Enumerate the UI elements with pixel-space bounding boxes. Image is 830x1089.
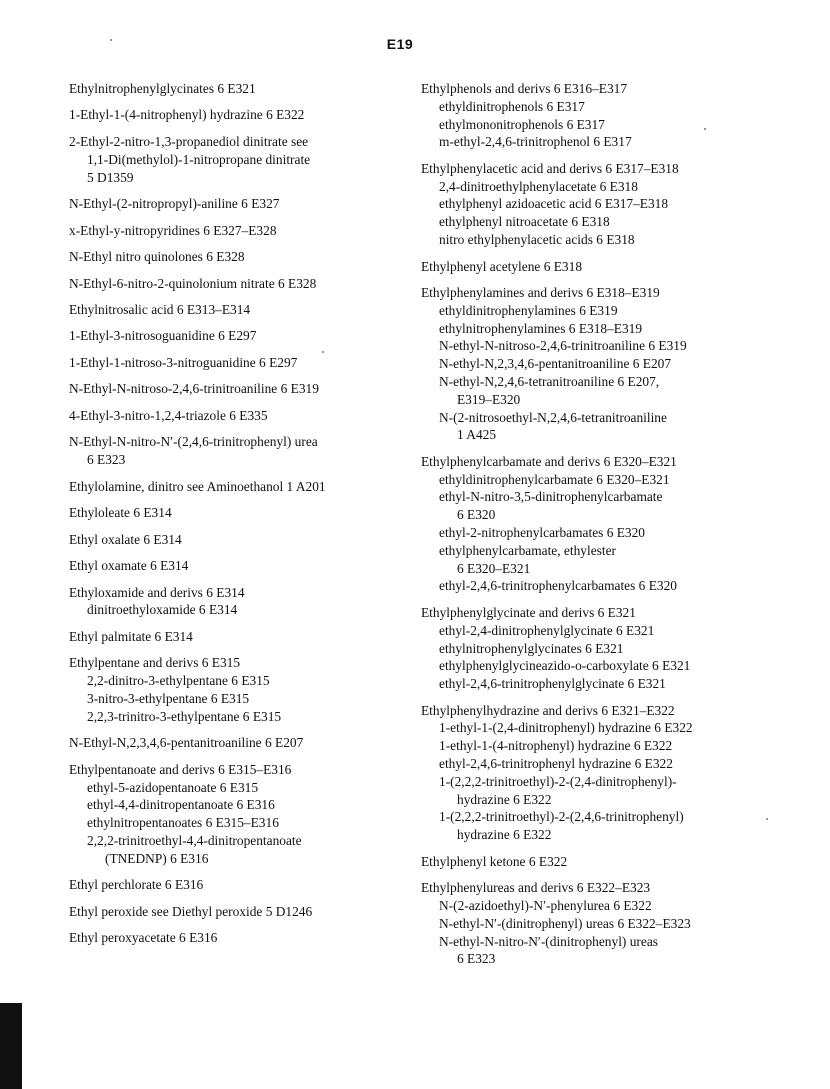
index-subentry-line: 1 A425 <box>457 427 497 443</box>
index-subentry-line: N-(2-nitrosoethyl-N,2,4,6-tetranitroaniline <box>439 409 667 425</box>
index-heading-line: 1-Ethyl-3-nitrosoguanidine 6 E297 <box>69 328 257 344</box>
index-subentry-line: ethylphenyl azidoacetic acid 6 E317–E318 <box>439 196 669 212</box>
index-entry <box>69 380 409 398</box>
scan-speck <box>766 818 768 820</box>
index-entry <box>421 453 811 595</box>
index-subentry-line: ethyl-2,4,6-trinitrophenyl hydrazine 6 E322 <box>439 756 673 772</box>
index-subentry-line: dinitroethyloxamide 6 E314 <box>87 602 238 618</box>
index-heading-line: 1-Ethyl-1-(4-nitrophenyl) hydrazine 6 E322 <box>69 107 305 123</box>
index-entry <box>69 275 409 293</box>
index-subentry-line: ethyldinitrophenols 6 E317 <box>439 98 585 114</box>
index-heading-line: Ethyl peroxyacetate 6 E316 <box>69 930 218 946</box>
index-entry <box>69 504 409 522</box>
index-subentry-line: ethyl-2,4,6-trinitrophenylcarbamates 6 E320 <box>439 578 677 594</box>
index-entry <box>69 929 409 947</box>
index-subentry-line: ethylnitropentanoates 6 E315–E316 <box>87 815 279 831</box>
index-subentry-line: ethyl-4,4-dinitropentanoate 6 E316 <box>87 797 275 813</box>
index-entry <box>421 258 811 276</box>
index-subentry-line: 5 D1359 <box>87 169 134 185</box>
index-heading-line: Ethylnitrosalic acid 6 E313–E314 <box>69 301 251 317</box>
index-subentry-line: ethylphenylcarbamate, ethylester <box>439 542 616 558</box>
index-heading-line: Ethylphenylamines and derivs 6 E318–E319 <box>421 285 660 301</box>
index-entry <box>69 407 409 425</box>
index-entry <box>69 654 409 725</box>
index-entry <box>69 531 409 549</box>
index-heading-line: N-Ethyl-N-nitroso-2,4,6-trinitroaniline 6 E319 <box>69 381 319 397</box>
index-heading-line: x-Ethyl-y-nitropyridines 6 E327–E328 <box>69 222 277 238</box>
index-subentry-line: ethylmononitrophenols 6 E317 <box>439 116 605 132</box>
index-subentry-line: E319–E320 <box>457 391 521 407</box>
index-heading-line: N-Ethyl nitro quinolones 6 E328 <box>69 249 245 265</box>
index-subentry-line: ethyl-N-nitro-3,5-dinitrophenylcarbamate <box>439 489 663 505</box>
index-subentry-line: ethyldinitrophenylcarbamate 6 E320–E321 <box>439 471 670 487</box>
index-subentry-line: nitro ethylphenylacetic acids 6 E318 <box>439 232 635 248</box>
index-subentry-line: 2,2-dinitro-3-ethylpentane 6 E315 <box>87 673 270 689</box>
index-subentry-line: ethyl-5-azidopentanoate 6 E315 <box>87 779 259 795</box>
scan-edge-shadow <box>0 1003 22 1089</box>
index-subentry-line: ethylnitrophenylamines 6 E318–E319 <box>439 320 643 336</box>
index-subentry-line: ethylphenyl nitroacetate 6 E318 <box>439 214 610 230</box>
index-entry <box>69 478 409 496</box>
index-heading-line: Ethylphenylglycinate and derivs 6 E321 <box>421 604 636 620</box>
index-heading-line: Ethylnitrophenylglycinates 6 E321 <box>69 81 256 96</box>
index-entry <box>69 106 409 124</box>
index-subentry-line: ethylphenylglycineazido-o-carboxylate 6 E321 <box>439 658 691 674</box>
index-entry <box>69 761 409 868</box>
index-column-right <box>421 80 811 977</box>
index-entry <box>69 248 409 266</box>
index-heading-line: 4-Ethyl-3-nitro-1,2,4-triazole 6 E335 <box>69 407 268 423</box>
index-heading-line: Ethyl oxamate 6 E314 <box>69 558 189 574</box>
index-entry <box>69 133 409 186</box>
index-subentry-line: 1-(2,2,2-trinitroethyl)-2-(2,4-dinitrophenyl)- <box>439 773 677 789</box>
index-entry <box>69 903 409 921</box>
index-subentry-line: hydrazine 6 E322 <box>457 827 552 843</box>
index-subentry-line: (TNEDNP) 6 E316 <box>105 850 209 866</box>
index-entry <box>421 80 811 151</box>
index-entry <box>421 702 811 844</box>
index-subentry-line: 1-ethyl-1-(2,4-dinitrophenyl) hydrazine 6 E322 <box>439 720 693 736</box>
index-heading-line: Ethyl perchlorate 6 E316 <box>69 877 204 893</box>
index-column-left <box>69 80 409 956</box>
index-subentry-line: hydrazine 6 E322 <box>457 791 552 807</box>
index-entry <box>69 433 409 469</box>
index-heading-line: Ethylphenyl acetylene 6 E318 <box>421 258 583 274</box>
index-subentry-line: 6 E320–E321 <box>457 560 531 576</box>
index-entry <box>69 354 409 372</box>
index-entry <box>421 604 811 693</box>
index-heading-line: Ethyl palmitate 6 E314 <box>69 628 193 644</box>
index-heading-line: Ethyl peroxide see Diethyl peroxide 5 D1246 <box>69 903 313 919</box>
index-heading-line: Ethyloleate 6 E314 <box>69 505 172 521</box>
scan-speck <box>704 128 706 130</box>
index-heading-line: Ethylpentanoate and derivs 6 E315–E316 <box>69 761 292 777</box>
index-heading-line: N-Ethyl-(2-nitropropyl)-aniline 6 E327 <box>69 196 280 212</box>
index-subentry-line: ethyl-2,4,6-trinitrophenylglycinate 6 E321 <box>439 676 666 692</box>
scan-speck <box>322 351 324 353</box>
index-heading-line: Ethylphenylacetic acid and derivs 6 E317–E318 <box>421 160 679 176</box>
index-heading-line: N-Ethyl-N,2,3,4,6-pentanitroaniline 6 E207 <box>69 735 304 751</box>
index-entry <box>69 327 409 345</box>
index-subentry-line: N-ethyl-N-nitro-N′-(dinitrophenyl) ureas <box>439 933 658 949</box>
index-subentry-line: 1-(2,2,2-trinitroethyl)-2-(2,4,6-trinitrophenyl) <box>439 809 684 825</box>
index-entry <box>69 628 409 646</box>
index-entry <box>69 584 409 620</box>
index-subentry-line: m-ethyl-2,4,6-trinitrophenol 6 E317 <box>439 134 632 150</box>
index-subentry-line: 1-ethyl-1-(4-nitrophenyl) hydrazine 6 E322 <box>439 738 673 754</box>
index-subentry-line: ethyl-2,4-dinitrophenylglycinate 6 E321 <box>439 622 655 638</box>
index-subentry-line: 6 E323 <box>87 452 126 468</box>
index-entry <box>69 222 409 240</box>
index-heading-line: 1-Ethyl-1-nitroso-3-nitroguanidine 6 E297 <box>69 354 298 370</box>
index-subentry-line: N-ethyl-N,2,3,4,6-pentanitroaniline 6 E207 <box>439 356 672 372</box>
index-entry <box>421 853 811 871</box>
index-subentry-line: ethyldinitrophenylamines 6 E319 <box>439 302 618 318</box>
index-entry <box>69 734 409 752</box>
index-subentry-line: N-ethyl-N′-(dinitrophenyl) ureas 6 E322–E323 <box>439 915 691 931</box>
index-heading-line: Ethylolamine, dinitro see Aminoethanol 1 A201 <box>69 478 326 494</box>
index-heading-line: N-Ethyl-6-nitro-2-quinolonium nitrate 6 E328 <box>69 275 317 291</box>
index-entry <box>421 160 811 249</box>
index-entry <box>69 80 409 98</box>
index-subentry-line: 6 E323 <box>457 951 496 967</box>
index-heading-line: Ethylphenylhydrazine and derivs 6 E321–E322 <box>421 702 675 718</box>
index-heading-line: 2-Ethyl-2-nitro-1,3-propanediol dinitrate see <box>69 133 309 149</box>
index-subentry-line: 3-nitro-3-ethylpentane 6 E315 <box>87 690 250 706</box>
index-heading-line: N-Ethyl-N-nitro-N′-(2,4,6-trinitrophenyl) urea <box>69 434 318 450</box>
index-heading-line: Ethylphenylureas and derivs 6 E322–E323 <box>421 880 651 896</box>
index-subentry-line: 2,2,3-trinitro-3-ethylpentane 6 E315 <box>87 708 282 724</box>
index-heading-line: Ethyloxamide and derivs 6 E314 <box>69 584 245 600</box>
index-subentry-line: N-ethyl-N-nitroso-2,4,6-trinitroaniline 6 E319 <box>439 338 687 354</box>
index-heading-line: Ethylphenols and derivs 6 E316–E317 <box>421 81 628 96</box>
index-subentry-line: ethylnitrophenylglycinates 6 E321 <box>439 640 624 656</box>
index-subentry-line: 1,1-Di(methylol)-1-nitropropane dinitrate <box>87 151 311 167</box>
index-entry <box>69 557 409 575</box>
index-subentry-line: ethyl-2-nitrophenylcarbamates 6 E320 <box>439 525 645 541</box>
index-entry <box>421 879 811 968</box>
index-subentry-line: 2,4-dinitroethylphenylacetate 6 E318 <box>439 178 638 194</box>
index-subentry-line: N-(2-azidoethyl)-N′-phenylurea 6 E322 <box>439 897 652 913</box>
index-entry <box>69 195 409 213</box>
index-heading-line: Ethylphenylcarbamate and derivs 6 E320–E321 <box>421 453 677 469</box>
index-subentry-line: 2,2,2-trinitroethyl-4,4-dinitropentanoate <box>87 832 302 848</box>
index-heading-line: Ethylpentane and derivs 6 E315 <box>69 655 241 671</box>
index-heading-line: Ethylphenyl ketone 6 E322 <box>421 853 568 869</box>
index-subentry-line: 6 E320 <box>457 507 496 523</box>
index-subentry-line: N-ethyl-N,2,4,6-tetranitroaniline 6 E207, <box>439 374 660 390</box>
index-entry <box>69 876 409 894</box>
page-number-header: E19 <box>386 36 414 52</box>
scan-speck <box>110 39 112 41</box>
index-entry <box>69 301 409 319</box>
index-entry <box>421 284 811 444</box>
index-heading-line: Ethyl oxalate 6 E314 <box>69 531 182 547</box>
